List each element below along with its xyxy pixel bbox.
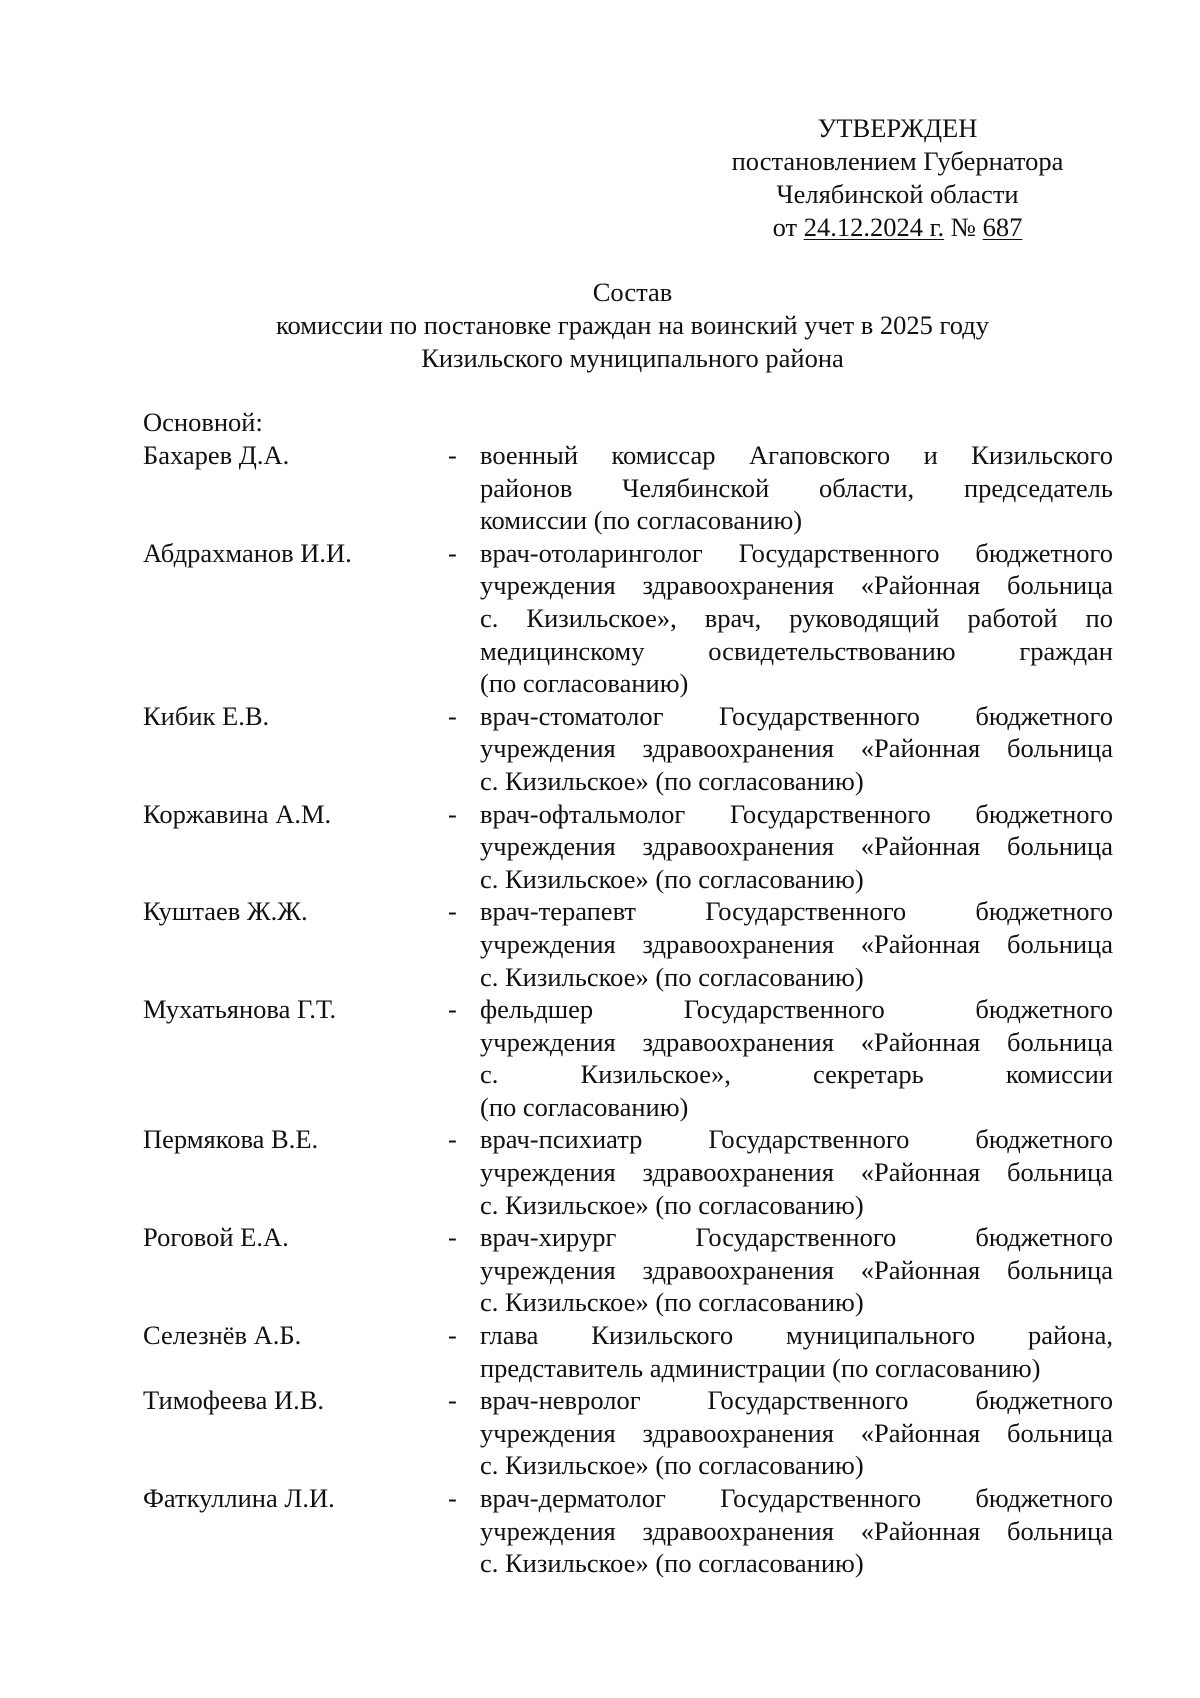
member-row <box>143 1482 1113 1580</box>
member-role-line: районов Челябинской области, председатель <box>480 472 1113 503</box>
member-role-line: (по согласованию) <box>480 668 689 699</box>
member-role-line: с. Кизильское» (по согласованию) <box>480 1287 864 1318</box>
member-role-line: (по согласованию) <box>480 1091 689 1122</box>
member-role-line: с. Кизильское», врач, руководящий работой по <box>480 602 1113 633</box>
member-row <box>143 798 1113 896</box>
approval-date-prefix: от <box>772 212 798 242</box>
member-role-line: учреждения здравоохранения «Районная больница <box>480 1515 1113 1546</box>
approval-block <box>725 112 1070 244</box>
member-role-line: врач-дерматолог Государственного бюджетного <box>480 1483 1113 1513</box>
member-role-line: глава Кизильского муниципального района, <box>480 1320 1113 1351</box>
member-row <box>143 537 1113 700</box>
member-role-line: военный комиссар Агаповского и Кизильского <box>480 440 1113 470</box>
member-row <box>143 439 1113 537</box>
member-role-line: с. Кизильское» (по согласованию) <box>480 1189 864 1220</box>
member-name: Тимофеева И.В. <box>143 1385 325 1416</box>
member-dash: - <box>448 440 457 470</box>
member-role-line: учреждения здравоохранения «Районная больница <box>480 1417 1113 1448</box>
member-role <box>480 1221 1113 1319</box>
title-line-2: комиссии по постановке граждан на воинский учет в 2025 году <box>276 310 989 340</box>
member-row <box>143 1221 1113 1319</box>
member-role-line: учреждения здравоохранения «Районная больница <box>480 928 1113 959</box>
member-name: Коржавина А.М. <box>143 798 332 829</box>
member-dash: - <box>448 1483 457 1513</box>
approval-line-region: Челябинской области <box>776 179 1019 209</box>
member-dash: - <box>448 700 457 731</box>
member-name: Кибик Е.В. <box>143 700 270 731</box>
member-role-line: учреждения здравоохранения «Районная больница <box>480 1026 1113 1057</box>
member-role-line: фельдшер Государственного бюджетного <box>480 994 1113 1025</box>
member-role-line: врач-отоларинголог Государственного бюджетного <box>480 537 1113 568</box>
member-role-line: с. Кизильское» (по согласованию) <box>480 863 864 894</box>
member-role-line: врач-хирург Государственного бюджетного <box>480 1222 1113 1253</box>
member-dash: - <box>448 1124 457 1155</box>
member-role-line: медицинскому освидетельствованию граждан <box>480 635 1113 666</box>
member-role-line: с. Кизильское» (по согласованию) <box>480 765 864 796</box>
member-name: Селезнёв А.Б. <box>143 1320 302 1351</box>
member-role-line: врач-невролог Государственного бюджетного <box>480 1385 1113 1416</box>
member-role <box>480 1384 1113 1482</box>
member-dash: - <box>448 1385 457 1416</box>
member-dash: - <box>448 896 457 927</box>
member-role-line: с. Кизильское» (по согласованию) <box>480 1548 864 1579</box>
member-list <box>143 439 1113 1580</box>
member-role <box>480 439 1113 537</box>
member-dash: - <box>448 798 457 829</box>
member-row <box>143 1319 1113 1384</box>
member-row <box>143 700 1113 798</box>
member-role-line: врач-офтальмолог Государственного бюджетного <box>480 798 1113 829</box>
member-name: Фаткуллина Л.И. <box>143 1483 335 1513</box>
member-role-line: врач-психиатр Государственного бюджетного <box>480 1124 1113 1155</box>
section-label: Основной: <box>143 407 263 437</box>
member-role-line: комиссии (по согласованию) <box>480 505 803 536</box>
member-dash: - <box>448 994 457 1025</box>
approval-number-sign: № <box>950 212 977 242</box>
member-role <box>480 537 1113 700</box>
member-role-line: с. Кизильское», секретарь комиссии <box>480 1059 1113 1090</box>
member-row <box>143 1384 1113 1482</box>
member-role <box>480 1123 1113 1221</box>
member-role-line: учреждения здравоохранения «Районная больница <box>480 570 1113 601</box>
member-name: Куштаев Ж.Ж. <box>143 896 308 927</box>
member-name: Бахарев Д.А. <box>143 440 290 470</box>
member-role-line: учреждения здравоохранения «Районная больница <box>480 831 1113 862</box>
approval-date-line <box>725 211 1070 244</box>
member-role-line: с. Кизильское» (по согласованию) <box>480 961 864 992</box>
member-name: Роговой Е.А. <box>143 1222 289 1253</box>
member-role-line: учреждения здравоохранения «Районная больница <box>480 1157 1113 1188</box>
approval-date: 24.12.2024 г. <box>803 212 945 242</box>
member-row <box>143 1123 1113 1221</box>
member-dash: - <box>448 1320 457 1351</box>
member-dash: - <box>448 537 457 568</box>
member-role <box>480 700 1113 798</box>
member-role-line: врач-терапевт Государственного бюджетного <box>480 896 1113 927</box>
member-role-line: представитель администрации (по согласованию) <box>480 1352 1041 1383</box>
member-role-line: учреждения здравоохранения «Районная больница <box>480 733 1113 764</box>
member-role-line: учреждения здравоохранения «Районная больница <box>480 1254 1113 1285</box>
member-row <box>143 993 1113 1123</box>
approval-heading: УТВЕРЖДЕН <box>817 113 978 143</box>
member-name: Абдрахманов И.И. <box>143 537 352 568</box>
member-role <box>480 1482 1113 1580</box>
member-role <box>480 895 1113 993</box>
title-line-1: Состав <box>592 277 673 307</box>
approval-number: 687 <box>982 212 1023 242</box>
member-role-line: врач-стоматолог Государственного бюджетного <box>480 700 1113 731</box>
member-row <box>143 895 1113 993</box>
approval-line-decree: постановлением Губернатора <box>731 146 1064 176</box>
member-role <box>480 1319 1113 1384</box>
title-line-3: Кизильского муниципального района <box>421 343 844 373</box>
document-title <box>0 276 1200 375</box>
member-role <box>480 798 1113 896</box>
member-name: Пермякова В.Е. <box>143 1124 319 1155</box>
member-dash: - <box>448 1222 457 1253</box>
member-role-line: с. Кизильское» (по согласованию) <box>480 1450 864 1481</box>
member-name: Мухатьянова Г.Т. <box>143 994 337 1025</box>
member-role <box>480 993 1113 1123</box>
